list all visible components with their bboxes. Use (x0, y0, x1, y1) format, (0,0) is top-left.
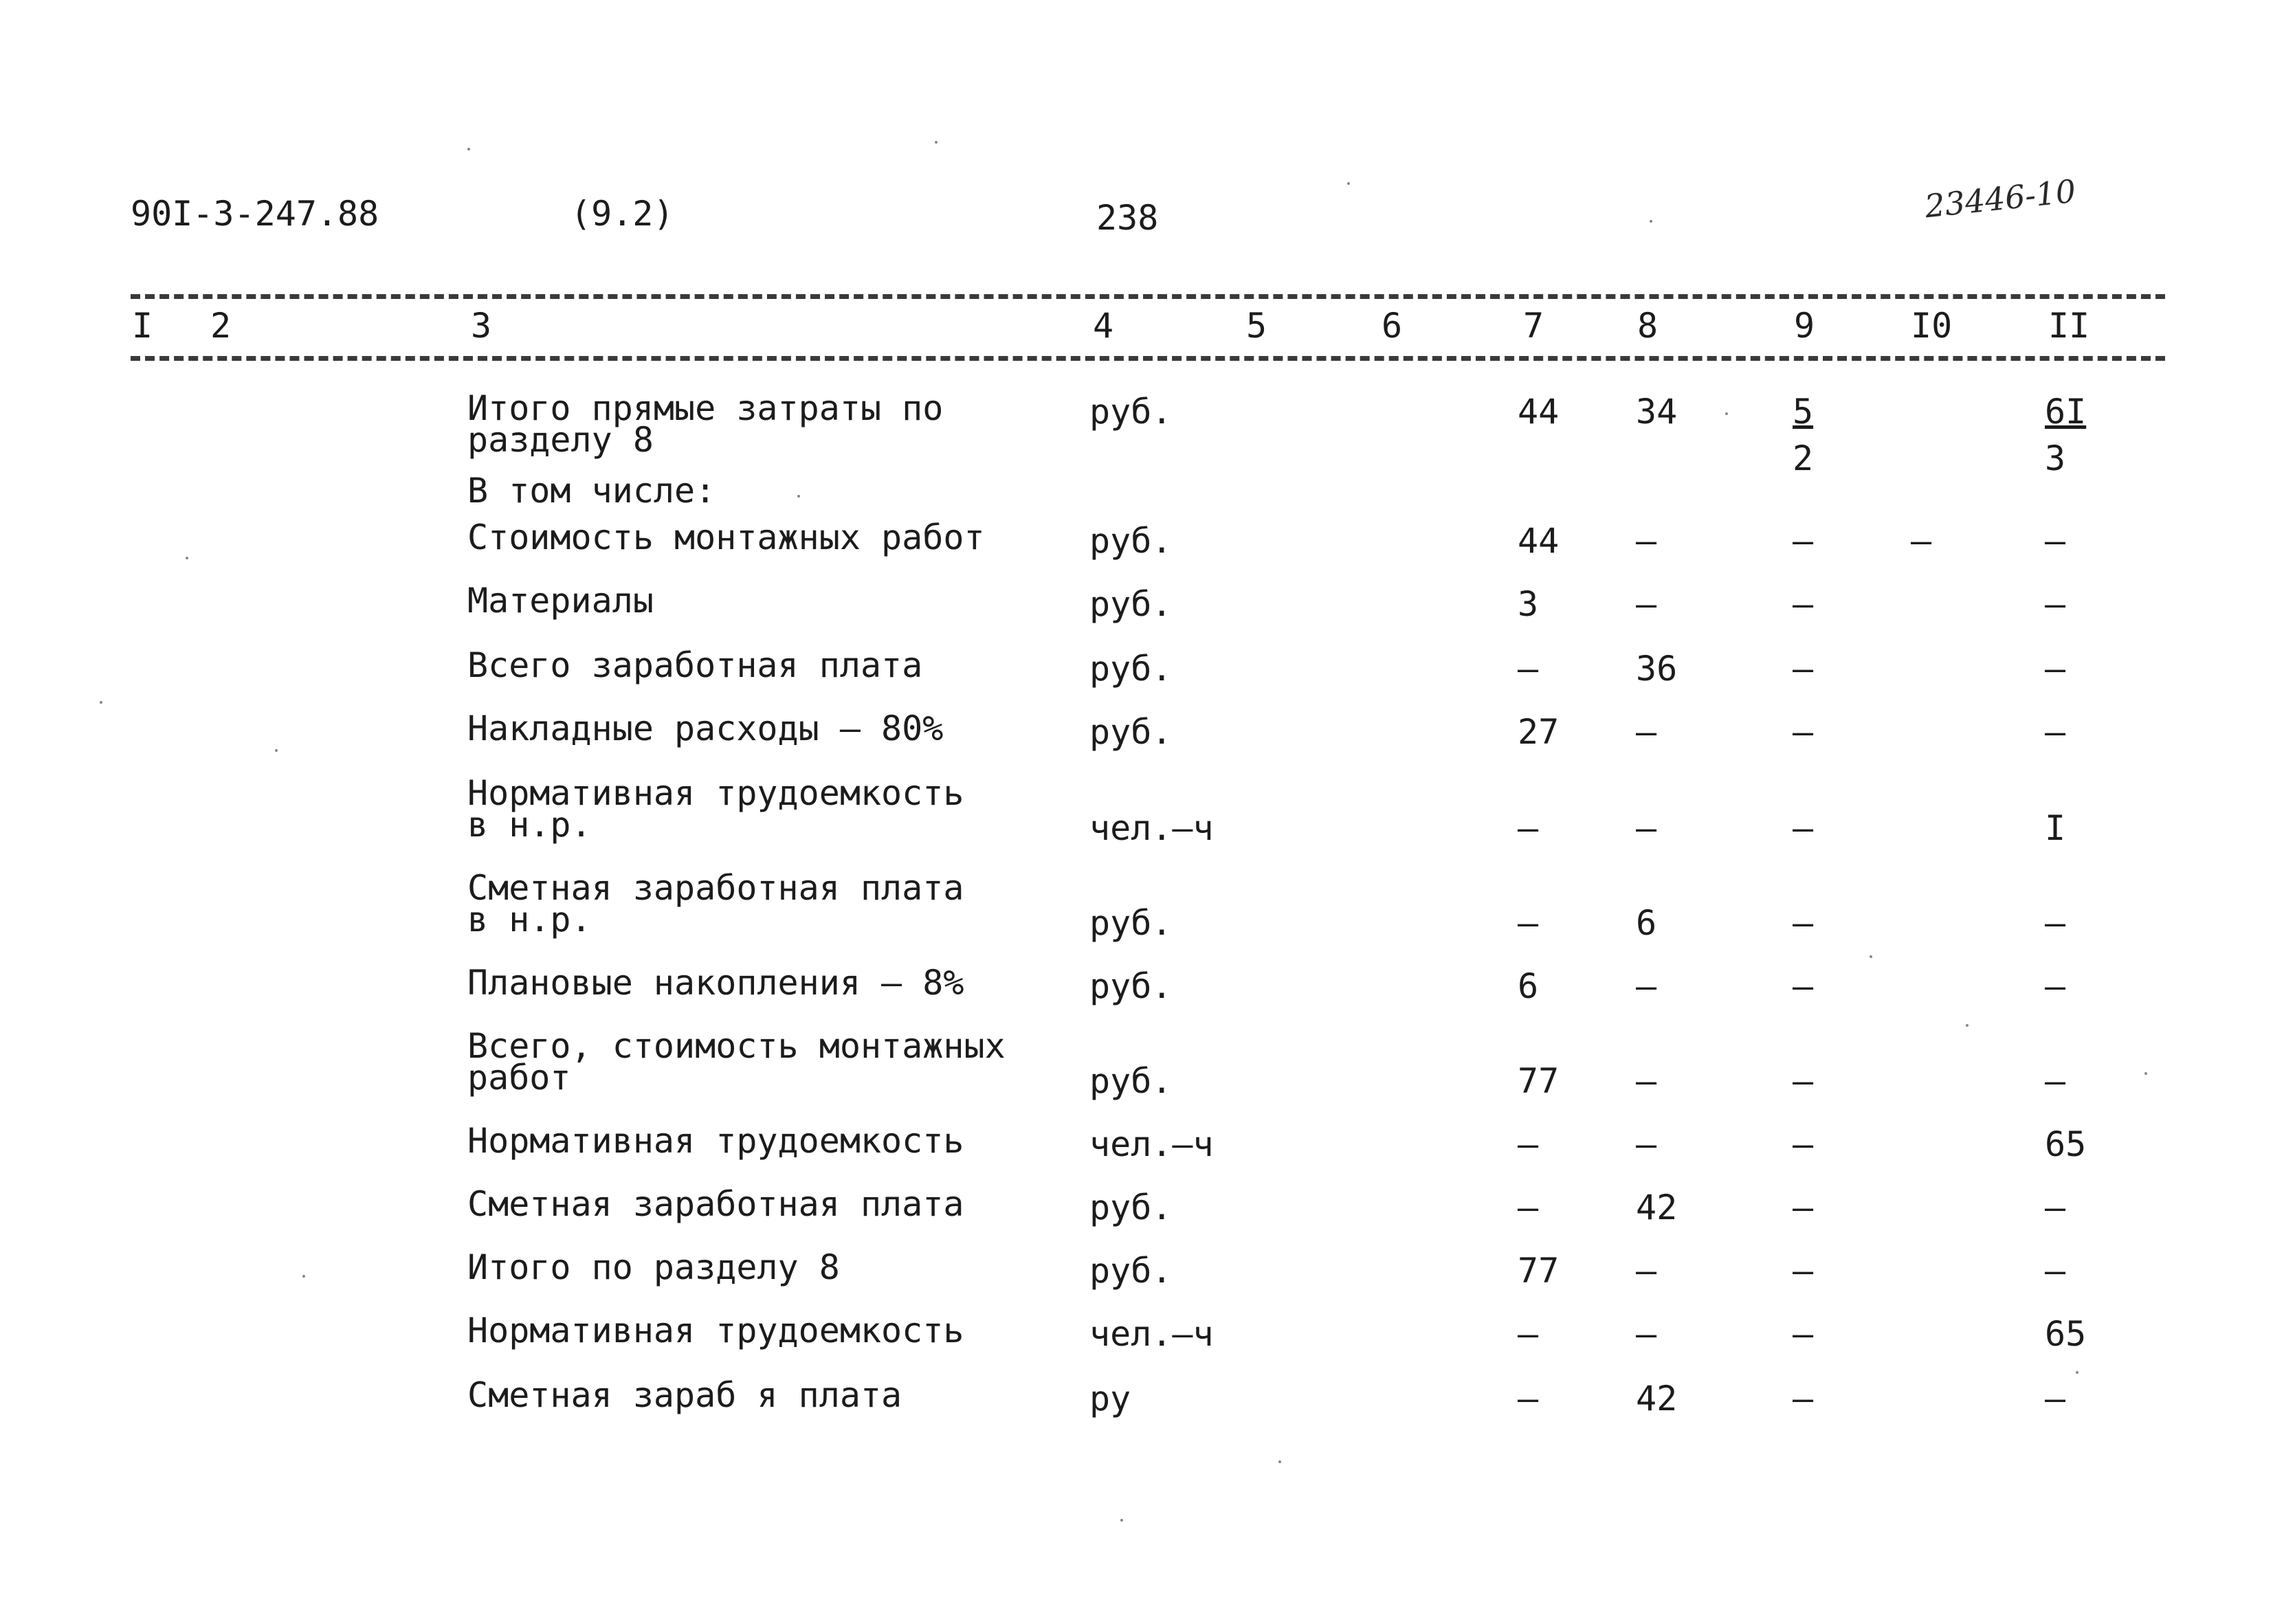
cell-col-8: – (1636, 712, 1657, 752)
column-number-2: 2 (210, 306, 232, 346)
cell-col-9: – (1793, 649, 1814, 689)
row-description: Нормативная трудоемкость (467, 1121, 964, 1161)
row-description: Нормативная трудоемкость (467, 773, 964, 813)
row-unit: руб. (1089, 1251, 1173, 1291)
cell-col-7: – (1518, 808, 1539, 848)
section-number: (9.2) (570, 194, 674, 234)
row-description: Материалы (467, 581, 654, 621)
cell-col-11: – (2045, 903, 2066, 943)
row-unit: чел.–ч (1089, 1124, 1214, 1164)
row-description: Сметная заработная плата (467, 1184, 964, 1224)
cell-col-11: I (2045, 808, 2066, 848)
column-number-10: I0 (1911, 306, 1953, 346)
cell-col-7: – (1518, 649, 1539, 689)
cell-col-11-denominator: 3 (2045, 438, 2066, 478)
cell-col-11: – (2045, 966, 2066, 1006)
cell-col-8: 34 (1636, 392, 1678, 432)
column-number-9: 9 (1794, 306, 1815, 346)
cell-col-9: – (1793, 903, 1814, 943)
row-description: Итого по разделу 8 (467, 1247, 840, 1287)
cell-col-8: – (1636, 1061, 1657, 1101)
row-unit: руб. (1089, 712, 1173, 752)
cell-col-11: – (2045, 712, 2066, 752)
cell-col-9: 5 (1793, 392, 1814, 432)
cell-col-11: – (2045, 1188, 2066, 1227)
cell-col-8: 6 (1636, 903, 1657, 943)
row-description: Накладные расходы – 80% (467, 709, 944, 748)
row-description: в н.р. (467, 900, 592, 939)
cell-col-9: – (1793, 712, 1814, 752)
cell-col-7: 44 (1518, 521, 1560, 561)
cell-col-9: – (1793, 1188, 1814, 1227)
cell-col-8: 36 (1636, 649, 1678, 689)
cell-col-9-denominator: 2 (1793, 438, 1814, 478)
cell-col-7: 77 (1518, 1061, 1560, 1101)
cell-col-9: – (1793, 808, 1814, 848)
cell-col-11: – (2045, 584, 2066, 624)
row-description: Плановые накопления – 8% (467, 963, 964, 1003)
column-number-8: 8 (1637, 306, 1659, 346)
cell-col-9: – (1793, 1251, 1814, 1291)
cell-col-7: – (1518, 1124, 1539, 1164)
cell-col-9: – (1793, 966, 1814, 1006)
cell-col-8: – (1636, 966, 1657, 1006)
cell-col-9: – (1793, 584, 1814, 624)
row-unit: руб. (1089, 903, 1173, 943)
cell-col-8: – (1636, 1251, 1657, 1291)
header-top-rule (131, 294, 2165, 299)
column-number-1: I (132, 306, 153, 346)
cell-col-9: – (1793, 521, 1814, 561)
row-description: Сметная зараб я плата (467, 1375, 902, 1415)
cell-col-11: – (2045, 1251, 2066, 1291)
cell-col-8: 42 (1636, 1379, 1678, 1419)
cell-col-10: – (1911, 521, 1932, 561)
row-description: работ (467, 1058, 571, 1098)
row-unit: руб. (1089, 392, 1173, 432)
cell-col-11: – (2045, 1061, 2066, 1101)
cell-col-7: – (1518, 1188, 1539, 1227)
header-bottom-rule (131, 356, 2165, 361)
column-number-5: 5 (1246, 306, 1267, 346)
row-description: Всего, стоимость монтажных (467, 1026, 1006, 1066)
cell-col-11: – (2045, 649, 2066, 689)
document-code: 90I-3-247.88 (131, 194, 379, 234)
cell-col-8: – (1636, 584, 1657, 624)
column-number-6: 6 (1382, 306, 1403, 346)
cell-col-11: 6I (2045, 392, 2087, 432)
column-number-11: II (2048, 306, 2090, 346)
row-unit: руб. (1089, 521, 1173, 561)
cell-col-8: – (1636, 1314, 1657, 1354)
cell-col-9: – (1793, 1314, 1814, 1354)
row-unit: руб. (1089, 584, 1173, 624)
cell-col-8: – (1636, 521, 1657, 561)
cell-col-7: – (1518, 1314, 1539, 1354)
row-unit: чел.–ч (1089, 808, 1214, 848)
row-description: Стоимость монтажных работ (467, 518, 985, 557)
cell-col-11: 65 (2045, 1124, 2087, 1164)
cell-col-8: 42 (1636, 1188, 1678, 1227)
cell-col-7: 3 (1518, 584, 1539, 624)
cell-col-7: 6 (1518, 966, 1539, 1006)
row-description: Всего заработная плата (467, 645, 923, 685)
cell-col-8: – (1636, 808, 1657, 848)
row-unit: ру (1089, 1379, 1131, 1419)
cell-col-7: 27 (1518, 712, 1560, 752)
handwritten-number: 23446-10 (1922, 172, 2078, 225)
page-number: 238 (1096, 198, 1159, 238)
row-description: В том числе: (467, 471, 716, 511)
column-number-3: 3 (471, 306, 492, 346)
row-description: Итого прямые затраты по (467, 388, 944, 428)
row-description: Нормативная трудоемкость (467, 1311, 964, 1350)
cell-col-11: – (2045, 1379, 2066, 1419)
row-description: разделу 8 (467, 420, 654, 460)
cell-col-8: – (1636, 1124, 1657, 1164)
row-unit: чел.–ч (1089, 1314, 1214, 1354)
cell-col-11: – (2045, 521, 2066, 561)
cell-col-7: 44 (1518, 392, 1560, 432)
row-description: Сметная заработная плата (467, 868, 964, 908)
row-unit: руб. (1089, 966, 1173, 1006)
row-unit: руб. (1089, 649, 1173, 689)
column-number-7: 7 (1523, 306, 1544, 346)
cell-col-11: 65 (2045, 1314, 2087, 1354)
row-description: в н.р. (467, 805, 592, 845)
row-unit: руб. (1089, 1061, 1173, 1101)
cell-col-9: – (1793, 1124, 1814, 1164)
row-unit: руб. (1089, 1188, 1173, 1227)
cell-col-7: – (1518, 903, 1539, 943)
cell-col-7: 77 (1518, 1251, 1560, 1291)
cell-col-9: – (1793, 1379, 1814, 1419)
cell-col-7: – (1518, 1379, 1539, 1419)
column-number-4: 4 (1093, 306, 1114, 346)
cell-col-9: – (1793, 1061, 1814, 1101)
